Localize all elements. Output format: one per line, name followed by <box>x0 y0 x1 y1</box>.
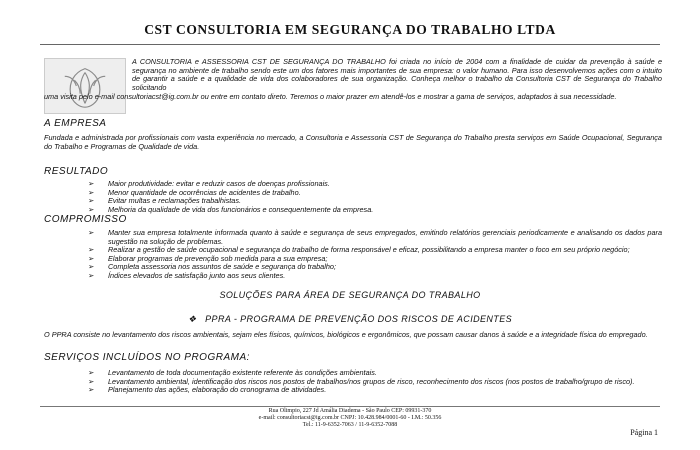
ppra-text: O PPRA consiste no levantamento dos riscos ambientais, sejam eles físicos, químicos, biológicos e ergonômicos, que possam causar danos à saúde e a integridade física do empregado. <box>44 330 648 339</box>
bullet-arrow-icon: ➢ <box>88 253 95 263</box>
logo-graphic <box>45 59 125 113</box>
solutions-heading: SOLUÇÕES PARA ÁREA DE SEGURANÇA DO TRABALHO <box>219 290 481 300</box>
section-heading-servicos: SERVIÇOS INCLUÍDOS NO PROGRAMA: <box>44 352 250 363</box>
list-item: ➢ Evitar multas e reclamações trabalhistas. <box>88 196 242 206</box>
bullet-arrow-icon: ➢ <box>88 187 95 197</box>
list-item: ➢ Índices elevados de satisfação junto aos seus clientes. <box>88 270 286 280</box>
list-item: ➢ Realizar a gestão de saúde ocupacional e segurança do trabalho de forma responsável e eficaz, possibilitando a empresa manter o foco em seu próprio negócio; <box>88 245 630 255</box>
bullet-arrow-icon: ➢ <box>88 228 95 237</box>
list-item: ➢ Elaborar programas de prevenção sob medida para a sua empresa; <box>88 253 328 263</box>
list-item: ➢ Maior produtividade: evitar e reduzir casos de doenças profissionais. <box>88 179 330 188</box>
resultado-list <box>88 180 662 214</box>
list-item: ➢ Planejamento das ações, elaboração do cronograma de atividades. <box>88 385 327 395</box>
list-item: ➢ Melhoria da qualidade de vida dos funcionários e consequentemente da empresa. <box>88 204 374 214</box>
ppra-heading <box>0 314 700 325</box>
bullet-arrow-icon: ➢ <box>88 385 95 395</box>
list-item: ➢ Manter sua empresa totalmente informada quanto à saúde e segurança de seus empregados, emitindo relatórios gerenciais periodicamente e analisando os dados para sugestão na solução de problemas. <box>88 228 662 246</box>
section-heading-resultado: RESULTADO <box>44 166 109 177</box>
header-divider <box>40 44 660 45</box>
bullet-arrow-icon: ➢ <box>88 179 95 188</box>
page-number: Página 1 <box>630 428 658 437</box>
intro-text-b: uma visita pelo e-mail consultoriacst@ig.com.br ou entre em contato direto. Teremos o maior prazer em atendê-los e mostrar a gama de serviços, adaptados à sua necessidade. <box>44 92 617 101</box>
bullet-arrow-icon: ➢ <box>88 245 95 255</box>
bullet-arrow-icon: ➢ <box>88 204 95 214</box>
section-heading-compromisso: COMPROMISSO <box>44 214 127 225</box>
servicos-list <box>88 369 662 395</box>
diamond-bullet-icon: ❖ <box>187 314 197 324</box>
footer-divider <box>40 406 660 407</box>
compromisso-list <box>88 229 662 281</box>
section-heading-empresa: A EMPRESA <box>44 118 107 129</box>
bullet-arrow-icon: ➢ <box>88 270 95 280</box>
footer-address: Rua Olimpio, 227 Jd Amália Diadema - São Paulo CEP: 09931-370 <box>268 408 432 414</box>
intro-text-a: A CONSULTORIA e ASSESSORIA CST DE SEGURANÇA DO TRABALHO foi criada no início de 2004 com a finalidade de cuidar da prevenção à saúde e segurança no ambiente de trabalho sendo este um dos fatores mais importantes de sua empresa: o valor humano. Para isso desenvolvemos ações com o intuito de garantir a saúde e a qualidade de vida dos colaboradores de sua organização. Conheça melhor o trabalho da Consultoria CST de Segurança do Trabalho solicitando <box>132 57 662 92</box>
list-item: ➢ Levantamento de toda documentação existente referente às condições ambientais. <box>88 368 377 377</box>
empresa-text: Fundada e administrada por profissionais com vasta experiência no mercado, a Consultoria e Assessoria CST de Segurança do Trabalho presta serviços em Saúde Ocupacional, Segurança do Trabalho e Programas de Qualidade de vida. <box>44 133 662 151</box>
ppra-title: PPRA - PROGRAMA DE PREVENÇÃO DOS RISCOS DE ACIDENTES <box>205 314 513 324</box>
bullet-arrow-icon: ➢ <box>88 262 95 272</box>
footer-contact: e-mail: consultoriacst@ig.com.br CNPJ: 10.428.984/0001-60 - I.M.: 50.356 <box>258 415 442 421</box>
list-item: ➢ Completa assessoria nos assuntos de saúde e segurança do trabalho; <box>88 262 336 272</box>
footer-phone: Tel.: 11-9-6352-7063 / 11-9-6352-7088 <box>302 422 398 428</box>
bullet-arrow-icon: ➢ <box>88 196 95 206</box>
bullet-arrow-icon: ➢ <box>88 368 95 377</box>
company-logo <box>44 58 126 114</box>
bullet-arrow-icon: ➢ <box>88 376 95 386</box>
list-item: ➢ Levantamento ambiental, identificação dos riscos nos postos de trabalhos/nos grupos de risco, reconhecimento dos riscos (nos postos de trabalho/grupo de risco). <box>88 376 635 386</box>
list-item: ➢ Menor quantidade de ocorrências de acidentes de trabalho. <box>88 187 301 197</box>
page-title: CST CONSULTORIA EM SEGURANÇA DO TRABALHO LTDA <box>144 22 556 37</box>
